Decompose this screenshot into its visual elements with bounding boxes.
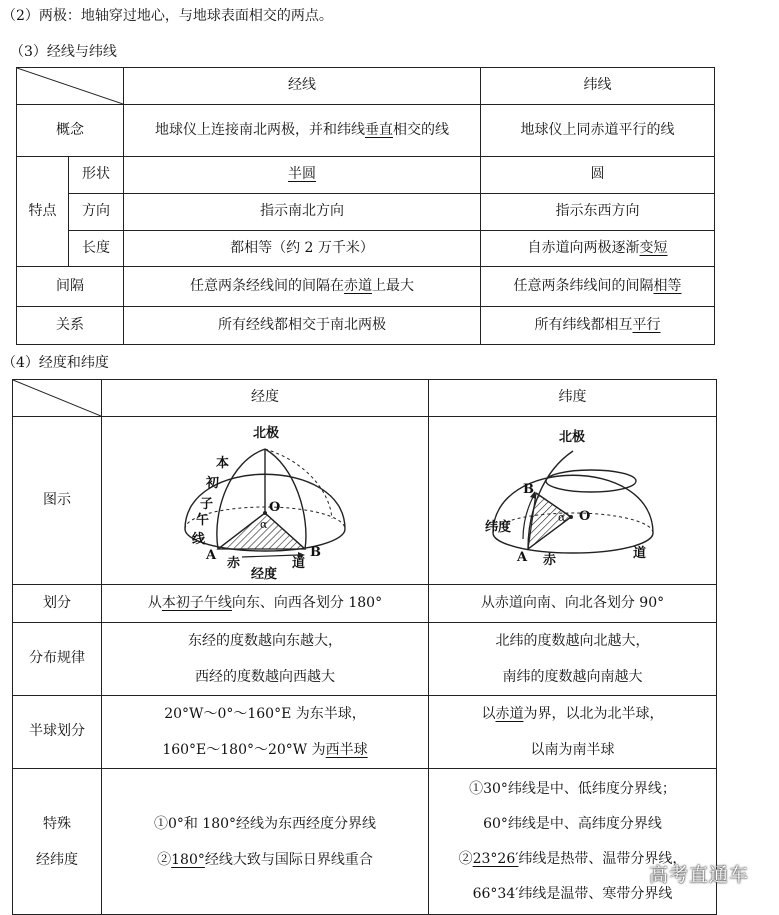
relation-parallel: 所有纬线都相互平行 — [481, 307, 715, 345]
header-meridian: 经线 — [124, 68, 481, 105]
label-chu: 初 — [206, 475, 220, 491]
label-xian: 线 — [192, 531, 206, 547]
label-dao-2: 道 — [632, 545, 646, 561]
row-label-direction: 方向 — [69, 194, 124, 231]
interval-parallel: 任意两条纬线间的间隔相等 — [481, 267, 715, 307]
label-B: B — [310, 544, 321, 560]
special-label-line-2: 经纬度 — [36, 851, 78, 868]
label-B-2: B — [522, 481, 534, 497]
header-longitude: 经度 — [102, 380, 429, 417]
label-wu: 午 — [196, 512, 210, 528]
interval-meridian: 任意两条经线间的间隔在赤道上最大 — [124, 267, 481, 307]
label-chi-2: 赤 — [542, 552, 556, 568]
label-A: A — [206, 547, 217, 563]
special-jing-line-1: ①0°和 180°经线为东西经度分界线 — [153, 815, 377, 832]
latitude-hemisphere-diagram — [473, 421, 673, 581]
longitude-figure-cell — [102, 417, 429, 585]
label-zi: 子 — [200, 496, 214, 512]
hemi-wei-line-2: 以南为南半球 — [530, 742, 615, 758]
row-label-length: 长度 — [69, 231, 124, 267]
row-label-distribution: 分布规律 — [13, 623, 102, 696]
label-O: O — [269, 499, 281, 515]
header-parallel: 纬线 — [481, 68, 715, 105]
row-label-interval: 间隔 — [17, 267, 124, 307]
watermark-text: 高考直通车 — [648, 864, 749, 886]
division-longitude: 从本初子午线向东、向西各划分 180° — [102, 585, 429, 623]
row-label-concept: 概念 — [17, 105, 124, 157]
shape-meridian: 半圆 — [124, 157, 481, 194]
direction-parallel: 指示东西方向 — [481, 194, 715, 231]
latitude-figure-cell — [429, 417, 717, 585]
label-alpha: α — [260, 517, 268, 531]
length-parallel: 自赤道向两极逐渐变短 — [481, 231, 715, 267]
dist-jing-line-2: 西经的度数越向西越大 — [195, 669, 335, 685]
label-dao: 道 — [292, 555, 306, 571]
concept-parallel: 地球仪上同赤道平行的线 — [481, 105, 715, 157]
section-heading-4: （4）经度和纬度 — [2, 355, 109, 371]
special-wei-line-1: ①30°纬线是中、低纬度分界线； — [469, 780, 676, 797]
special-longitude — [102, 769, 429, 915]
special-wei-line-2: 60°纬线是中、高纬度分界线 — [483, 815, 662, 832]
label-weidu: 纬度 — [484, 519, 511, 535]
hemi-jing-line-1: 20°W～0°～160°E 为东半球， — [164, 706, 366, 722]
meridian-parallel-table — [16, 67, 715, 345]
division-latitude: 从赤道向南、向北各划分 90° — [429, 585, 717, 623]
label-north-pole: 北极 — [253, 425, 280, 441]
row-label-special — [13, 769, 102, 915]
row-label-shape: 形状 — [69, 157, 124, 194]
diagonal-header-cell — [17, 68, 124, 105]
intro-line-poles: （2）两极：地轴穿过地心，与地球表面相交的两点。 — [2, 8, 333, 24]
shape-parallel: 圆 — [481, 157, 715, 194]
longitude-latitude-table — [12, 379, 717, 915]
label-jingdu: 经度 — [251, 566, 278, 581]
section-heading-3: （3）经线与纬线 — [10, 44, 117, 60]
relation-meridian: 所有经线都相交于南北两极 — [124, 307, 481, 345]
concept-meridian: 地球仪上连接南北两极，并和纬线垂直相交的线 — [124, 105, 481, 157]
special-jing-line-2: ②180°经线大致与国际日界线重合 — [157, 851, 373, 868]
special-wei-line-3: ②23°26′纬线是热带、温带分界线， — [458, 850, 687, 867]
label-north-pole-2: 北极 — [558, 429, 585, 445]
hemi-jing-line-2: 160°E～180°～20°W 为西半球 — [162, 742, 368, 758]
hemisphere-longitude — [102, 696, 429, 769]
direction-meridian: 指示南北方向 — [124, 194, 481, 231]
dist-wei-line-2: 南纬的度数越向南越大 — [502, 669, 643, 685]
diagonal-header-cell-2 — [13, 380, 102, 417]
label-O-2: O — [578, 508, 590, 524]
row-label-hemisphere: 半球划分 — [13, 696, 102, 769]
row-label-features: 特点 — [17, 157, 69, 267]
header-latitude: 纬度 — [429, 380, 717, 417]
label-alpha-2: α — [557, 510, 565, 524]
row-label-relation: 关系 — [17, 307, 124, 345]
label-ben: 本 — [216, 455, 230, 471]
row-label-figure: 图示 — [13, 417, 102, 585]
dist-wei-line-1: 北纬的度数越向北越大， — [495, 633, 650, 649]
length-meridian: 都相等（约 2 万千米） — [124, 231, 481, 267]
special-wei-line-4: 66°34′纬线是温带、寒带分界线 — [472, 885, 673, 902]
hemisphere-latitude — [429, 696, 717, 769]
distribution-longitude — [102, 623, 429, 696]
special-latitude — [429, 769, 717, 915]
hemi-wei-line-1: 以赤道为界，以北为北半球， — [481, 706, 664, 722]
dist-jing-line-1: 东经的度数越向东越大， — [188, 633, 342, 649]
distribution-latitude — [429, 623, 717, 696]
longitude-hemisphere-diagram — [170, 421, 360, 581]
label-chi: 赤 — [227, 555, 241, 571]
special-label-line-1: 特殊 — [43, 815, 71, 832]
label-A-2: A — [516, 549, 527, 565]
row-label-division: 划分 — [13, 585, 102, 623]
